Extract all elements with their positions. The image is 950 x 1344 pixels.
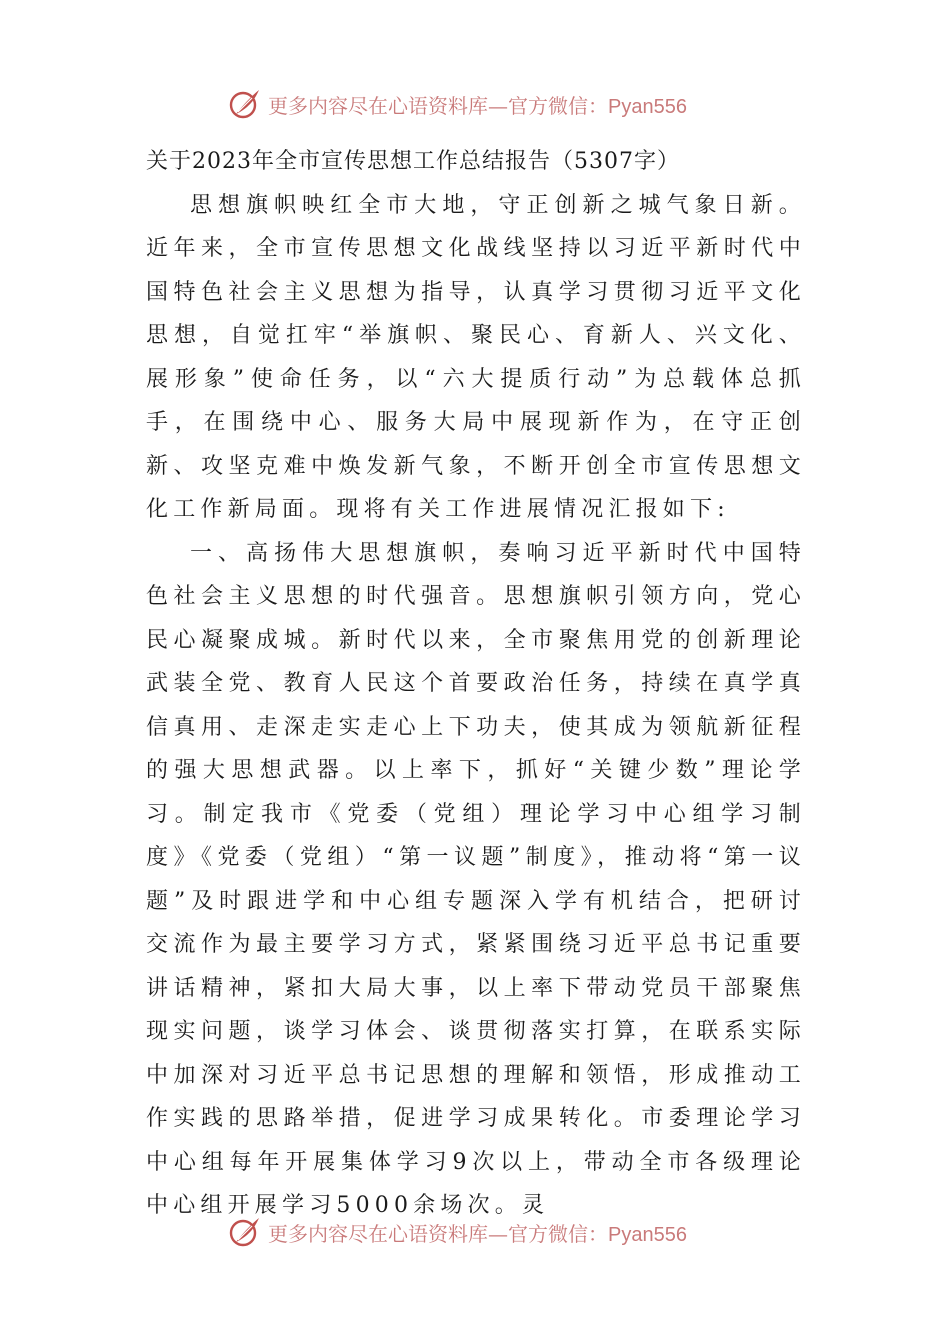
watermark-site: 更多内容尽在心语资料库 — [268, 93, 488, 118]
watermark-footer — [228, 1212, 748, 1252]
watermark-label: 官方微信： — [508, 93, 608, 118]
watermark-text — [268, 90, 687, 119]
quill-pen-icon — [228, 87, 262, 121]
quill-pen-icon — [228, 1215, 262, 1249]
watermark-wechat-id: Pyan556 — [608, 1223, 687, 1246]
watermark-separator: — — [488, 93, 508, 118]
watermark-wechat-id: Pyan556 — [608, 95, 687, 118]
watermark-header — [228, 84, 748, 124]
document-title: 关于2023年全市宣传思想工作总结报告（5307字） — [146, 149, 680, 174]
watermark-label: 官方微信： — [508, 1221, 608, 1246]
document-body — [146, 140, 806, 1228]
paragraph-intro: 思想旗帜映红全市大地，守正创新之城气象日新。近年来，全市宣传思想文化战线坚持以习近平新时代中国特色社会主义思想为指导，认真学习贯彻习近平文化思想，自觉扛牢“举旗帜、聚民心、育新人、兴文化、展形象”使命任务，以“六大提质行动”为总载体总抓手，在围绕中心、服务大局中展现新作为，在守正创新、攻坚克难中焕发新气象，不断开创全市宣传思想文化工作新局面。现将有关工作进展情况汇报如下: — [146, 192, 806, 522]
watermark-site: 更多内容尽在心语资料库 — [268, 1221, 488, 1246]
watermark-separator: — — [488, 1221, 508, 1246]
watermark-text — [268, 1218, 687, 1247]
paragraph-section-one: 一、高扬伟大思想旗帜，奏响习近平新时代中国特色社会主义思想的时代强音。思想旗帜引领方向，党心民心凝聚成城。新时代以来，全市聚焦用党的创新理论武装全党、教育人民这个首要政治任务，持续在真学真信真用、走深走实走心上下功夫，使其成为领航新征程的强大思想武器。以上率下，抓好“关键少数”理论学习。制定我市《党委（党组）理论学习中心组学习制度》《党委（党组）“第一议题”制度》，推动将“第一议题”及时跟进学和中心组专题深入学有机结合，把研讨交流作为最主要学习方式，紧紧围绕习近平总书记重要讲话精神，紧扣大局大事，以上率下带动党员干部聚焦现实问题，谈学习体会、谈贯彻落实打算，在联系实际中加深对习近平总书记思想的理解和领悟，形成推动工作实践的思路举措，促进学习成果转化。市委理论学习中心组每年开展集体学习9次以上，带动全市各级理论中心组开展学习5000余场次。灵 — [146, 540, 806, 1218]
